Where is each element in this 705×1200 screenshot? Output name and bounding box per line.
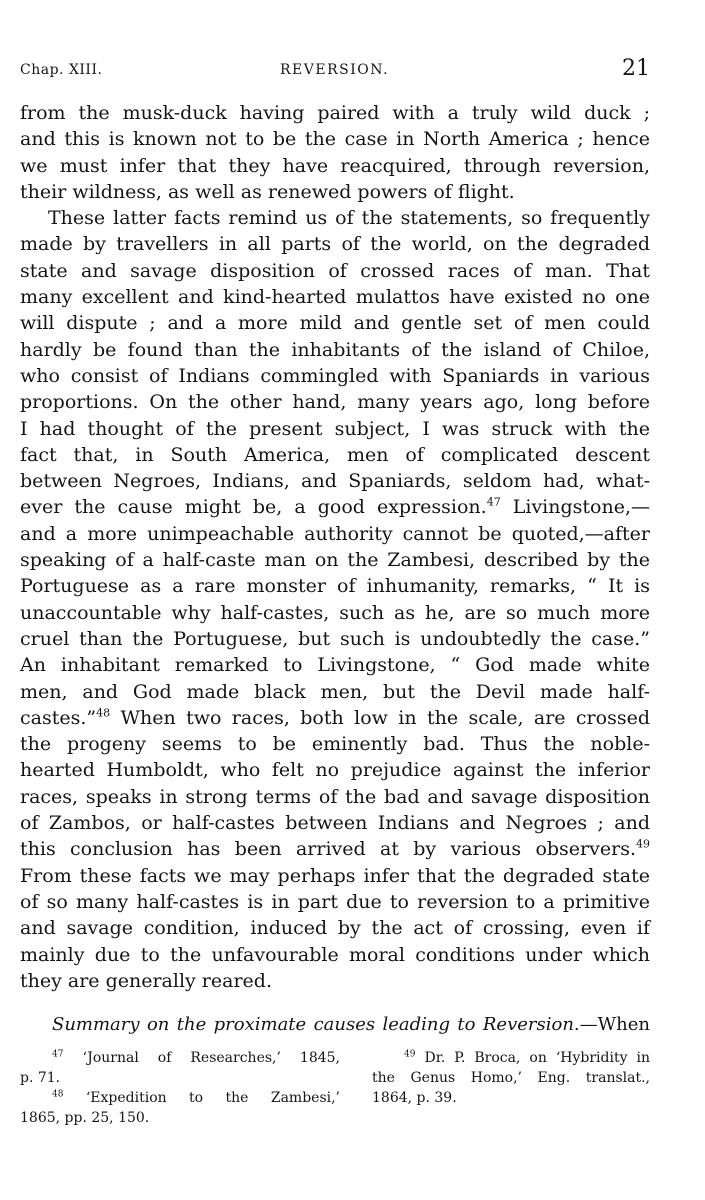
text-line: speaking of a half-caste man on the Zambesi, described by the <box>20 549 650 572</box>
footnote-text: ‘Journal of Researches,’ 1845, <box>82 1050 340 1066</box>
footnotes-right-column <box>372 1048 650 1108</box>
text-line: and this is known not to be the case in North America ; hence <box>20 128 650 151</box>
footnote-48 <box>20 1088 340 1108</box>
footnote-49 <box>372 1048 650 1068</box>
text-line: many excellent and kind-hearted mulattos have existed no one <box>20 286 650 309</box>
footnote-ref: 48 <box>96 706 111 720</box>
section-summary-heading <box>20 1012 650 1038</box>
text-line: and a more unimpeachable authority cannot be quoted,—after <box>20 522 650 545</box>
body-text <box>20 100 650 994</box>
text-line: between Negroes, Indians, and Spaniards, seldom had, what- <box>20 470 650 493</box>
page-number: 21 <box>622 56 650 81</box>
line-text: castes.” <box>20 706 97 729</box>
footnote-text: ‘Expedition to the Zambesi,’ <box>85 1090 340 1106</box>
running-header <box>20 56 650 86</box>
footnote-ref: 47 <box>486 496 501 510</box>
footnote-47-cont: p. 71. <box>20 1070 61 1086</box>
text-line: they are generally reared. <box>20 969 272 992</box>
text-line: state and savage disposition of crossed races of man. That <box>20 259 650 282</box>
text-line: their wildness, as well as renewed powers of flight. <box>20 180 515 203</box>
text-line: and savage condition, induced by the act of crossing, even if <box>20 917 650 940</box>
text-line: I had thought of the present subject, I was struck with the <box>20 417 650 440</box>
text-line <box>20 494 650 520</box>
text-line: from the musk-duck having paired with a truly wild duck ; <box>20 102 650 124</box>
footnote-ref: 49 <box>636 837 650 851</box>
text-line: An inhabitant remarked to Livingstone, “ God made white <box>20 654 650 677</box>
line-text: When two races, both low in the scale, are crossed <box>110 706 650 729</box>
footnote-number: 47 <box>52 1049 64 1060</box>
text-line: fact that, in South America, men of complicated descent <box>20 443 650 466</box>
text-line: who consist of Indians commingled with Spaniards in various <box>20 364 650 387</box>
text-line: made by travellers in all parts of the world, on the degraded <box>20 233 650 256</box>
footnote-49-line3: 1864, p. 39. <box>372 1090 457 1106</box>
text-line: These latter facts remind us of the statements, so frequently <box>48 207 650 230</box>
footnote-number: 49 <box>404 1049 416 1060</box>
text-line <box>20 836 650 862</box>
line-text: this conclusion has been arrived at by various observers. <box>20 838 636 861</box>
text-line: the progeny seems to be eminently bad. Thus the noble- <box>20 733 650 756</box>
footnotes <box>20 1048 650 1138</box>
footnote-47 <box>20 1048 340 1068</box>
line-text: Livingstone,— <box>500 496 651 519</box>
text-line: races, speaks in strong terms of the bad and savage disposition <box>20 785 650 808</box>
footnote-text: Dr. P. Broca, on ‘Hybridity in <box>424 1050 651 1066</box>
text-line: will dispute ; and a more mild and gentle set of men could <box>20 312 650 335</box>
text-line: mainly due to the unfavourable moral conditions under which <box>20 943 650 966</box>
summary-italic: Summary on the proximate causes leading to Reversion. <box>52 1014 580 1035</box>
text-line: From these facts we may perhaps infer that the degraded state <box>20 864 650 887</box>
footnotes-left-column <box>20 1048 340 1128</box>
running-title: REVERSION. <box>280 62 390 78</box>
chapter-label: Chap. XIII. <box>20 62 103 78</box>
footnote-number: 48 <box>52 1089 64 1100</box>
text-line <box>20 705 650 731</box>
text-line: unaccountable why half-castes, such as he, are so much more <box>20 601 650 624</box>
text-line: proportions. On the other hand, many years ago, long before <box>20 391 650 414</box>
text-line: men, and God made black men, but the Devil made half- <box>20 680 650 703</box>
text-line: Portuguese as a rare monster of inhumanity, remarks, “ It is <box>20 575 650 598</box>
text-line: of so many half-castes is in part due to reversion to a primitive <box>20 890 650 913</box>
footnote-48-cont: 1865, pp. 25, 150. <box>20 1110 150 1126</box>
summary-rest: —When <box>579 1014 650 1035</box>
text-line: hearted Humboldt, who felt no prejudice against the inferior <box>20 759 650 782</box>
text-line: we must infer that they have reacquired, through reversion, <box>20 154 650 177</box>
text-line: of Zambos, or half-castes between Indians and Negroes ; and <box>20 812 650 835</box>
text-line: hardly be found than the inhabitants of the island of Chiloe, <box>20 338 650 361</box>
footnote-49-line2: the Genus Homo,’ Eng. translat., <box>372 1070 650 1086</box>
line-text: ever the cause might be, a good expression. <box>20 496 487 519</box>
text-line: cruel than the Portuguese, but such is undoubtedly the case.” <box>20 627 650 650</box>
